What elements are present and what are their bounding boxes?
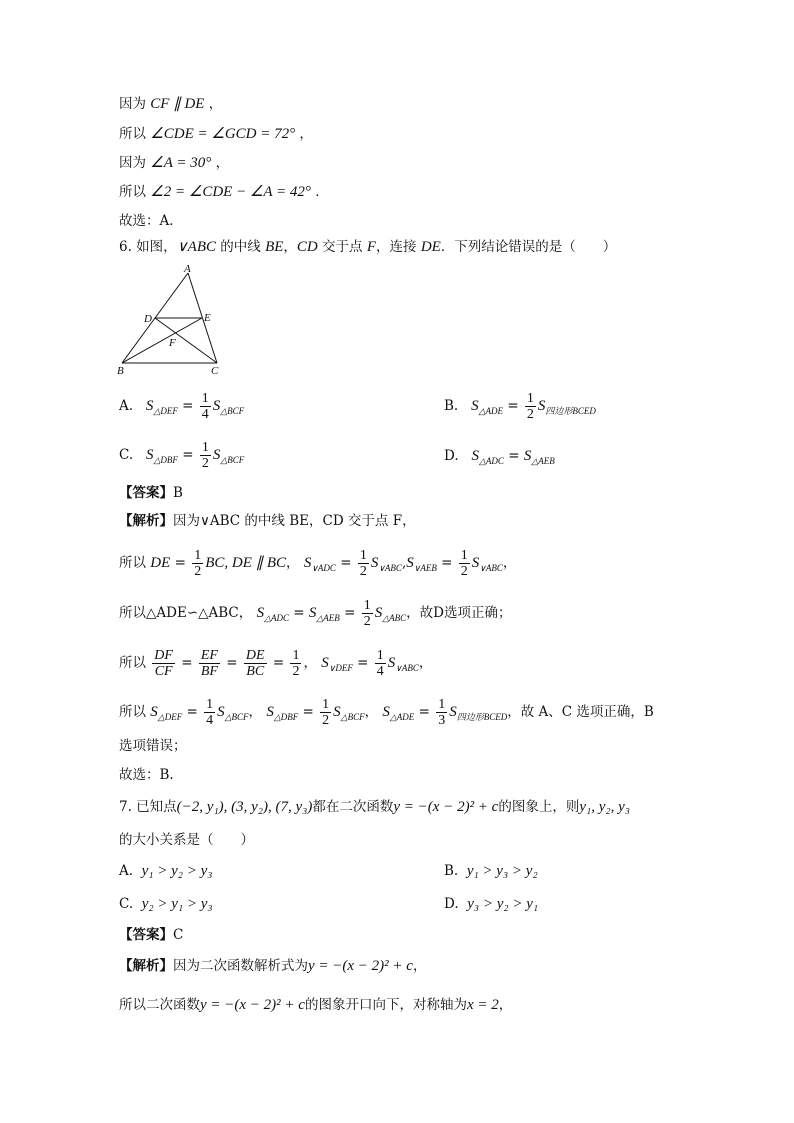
option-c[interactable]: C. y₂ > y₁ > y₃: [119, 896, 213, 912]
analysis-line: 所以 DE = $\frac{1}{2}$ BC, DE ∥ BC， $S_{\vee ADC}$ = $\frac{1}{2}$ $S_{\vee ABC},S_{\vee AEB}$ = $\frac{1}{2}$ $S_{\vee ABC}$，: [119, 548, 517, 579]
solution-line: 因为 ∠A = 30° ，: [119, 155, 230, 171]
math-expression: ∠2 = ∠CDE − ∠A = 42°: [150, 184, 311, 200]
fraction: $\frac{1}{2}$: [526, 391, 534, 422]
answer-line: [119, 925, 183, 945]
point-label-d: D: [144, 313, 152, 325]
analysis-line: 所以 $S_{\triangle DEF}$ = $\frac{1}{4}$ $S_{\triangle BCF}$， $S_{\triangle DBF}$ = $\frac{1}{2}$ $S_{\triangle BCF}$， $S_{\triangle ADE}$ = $\frac{1}{3}$ $S_{四边形BCED}$，故 A、C 选项正确，B: [119, 697, 654, 728]
option-c[interactable]: C. $S_{\triangle DBF}$ = $\frac{1}{2}$ $S_{\triangle BCF}$: [119, 440, 245, 471]
option-a[interactable]: A. $S_{\triangle DEF}$ = $\frac{1}{4}$ $S_{\triangle BCF}$: [119, 391, 245, 422]
median-be: [122, 318, 202, 363]
median-cd: [155, 318, 217, 363]
solution-line: 所以 ∠CDE = ∠GCD = 72° ，: [119, 126, 313, 142]
solution-line: 所以 ∠2 = ∠CDE − ∠A = 42° ．: [119, 184, 329, 200]
answer-tag: 【答案】: [119, 927, 173, 943]
math-expression: ∠A = 30°: [150, 155, 212, 171]
point-label-e: E: [204, 312, 211, 324]
analysis-line: 【解析】因为二次函数解析式为y = −(x − 2)² + c，: [119, 958, 427, 974]
answer-tag: 【答案】: [119, 485, 173, 501]
option-d[interactable]: D. $S_{\triangle ADC} = S_{\triangle AEB}$: [444, 448, 555, 466]
answer-value: C: [173, 927, 184, 943]
point-label-f: F: [169, 337, 176, 349]
math-expression: CF ∥ DE: [150, 96, 205, 112]
answer-choice-line: 故选：A．: [119, 213, 183, 229]
answer-line: [119, 483, 183, 503]
fraction: $\frac{1}{4}$: [201, 391, 209, 422]
triangle-figure: [112, 263, 232, 378]
answer-value: B: [173, 485, 183, 501]
analysis-line: 所以 $\frac{DF}{CF}$ = $\frac{EF}{BF}$ = $\frac{DE}{BC}$ = $\frac{1}{2}$ ， $S_{\vee DEF}$ = $\frac{1}{4}$ $S_{\vee ABC}$，: [119, 648, 433, 679]
analysis-tag: 【解析】: [119, 513, 173, 529]
option-a[interactable]: A. y₁ > y₂ > y₃: [119, 863, 213, 879]
question-stem: 6. 如图，∨ABC 的中线 BE，CD 交于点 F，连接 DE．下列结论错误的是（ ）: [119, 239, 617, 255]
solution-line: 因为 CF ∥ DE ，: [119, 96, 223, 112]
analysis-line: 选项错误；: [119, 738, 187, 754]
analysis-line: 【解析】因为∨ABC 的中线 BE，CD 交于点 F，: [119, 513, 416, 529]
answer-choice-line: 故选：B.: [119, 767, 174, 783]
question-stem-cont: 的大小关系是（ ）: [119, 832, 254, 848]
option-d[interactable]: D. y₃ > y₂ > y₁: [444, 896, 539, 912]
analysis-line: 所以△ADE∽△ABC， $S_{\triangle ADC} = S_{\triangle AEB}$ = $\frac{1}{2}$ $S_{\triangle ABC}$，故D选项正确；: [119, 598, 512, 629]
fraction: $\frac{1}{2}$: [201, 440, 209, 471]
vertex-label-a: A: [184, 263, 191, 275]
question-stem: 7. 已知点(−2, y₁), (3, y₂), (7, y₃)都在二次函数y = −(x − 2)² + c的图象上，则y₁, y₂, y₃: [119, 799, 630, 815]
vertex-label-c: C: [211, 365, 219, 377]
math-expression: ∠CDE = ∠GCD = 72°: [150, 126, 296, 142]
option-b[interactable]: B. $S_{\triangle ADE}$ = $\frac{1}{2}$ $S_{四边形BCED}$: [444, 391, 596, 422]
analysis-line: 所以二次函数y = −(x − 2)² + c的图象开口向下，对称轴为x = 2，: [119, 997, 513, 1013]
vertex-label-b: B: [117, 365, 124, 377]
analysis-tag: 【解析】: [119, 958, 173, 974]
option-b[interactable]: B. y₁ > y₃ > y₂: [444, 863, 538, 879]
